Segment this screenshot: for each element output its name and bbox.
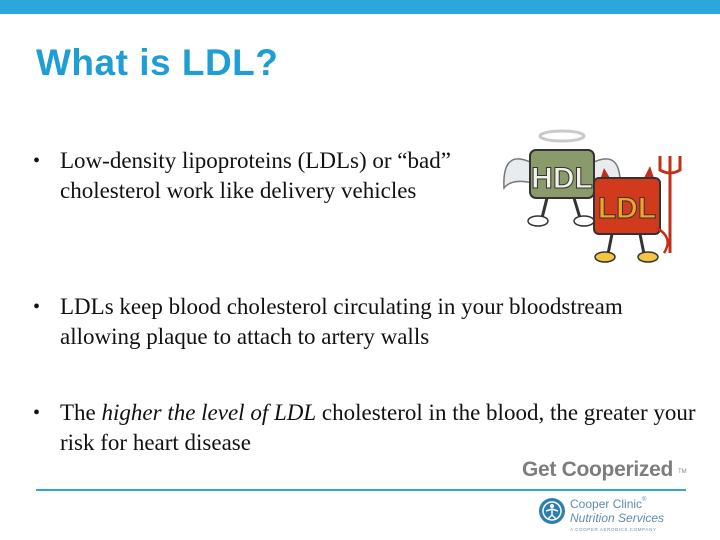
bullet-item-3 (33, 398, 700, 458)
clinic-name-text: Cooper Clinic (570, 497, 643, 511)
bullet-item-2 (33, 292, 700, 352)
hdl-ldl-illustration (492, 118, 682, 268)
trademark-mark: TM (678, 469, 687, 475)
top-accent-bar (0, 0, 720, 14)
bullet-dot: • (33, 296, 41, 318)
hdl-letters: HDL (531, 162, 593, 195)
bullet-text: LDLs keep blood cholesterol circulating in your bloodstream allowing plaque to attach to artery walls (60, 294, 623, 349)
bullet-dot: • (33, 402, 41, 424)
ldl-letters: LDL (597, 192, 657, 225)
bullet-item-1 (33, 146, 480, 206)
clinic-name (570, 497, 646, 511)
brand-wordmark: Get Cooperized (522, 458, 673, 481)
clinic-name-mark: ® (642, 497, 647, 503)
clinic-subtitle: Nutrition Services (570, 511, 665, 525)
footer-divider (36, 489, 686, 491)
bullet-text: Low-density lipoproteins (LDLs) or “bad” cholesterol work like delivery vehicles (60, 148, 451, 203)
slide-title: What is LDL? (36, 42, 279, 83)
bullet-text-prefix: The (60, 400, 102, 425)
bullet-text-suffix: cholesterol in the blood, the greater your risk for heart disease (60, 400, 696, 455)
cooper-clinic-logo-icon (538, 497, 566, 525)
bullet-text-emphasis: higher the level of LDL (101, 400, 317, 425)
bullet-dot: • (33, 150, 41, 172)
clinic-tagline: A COOPER AEROBICS COMPANY (570, 527, 657, 532)
